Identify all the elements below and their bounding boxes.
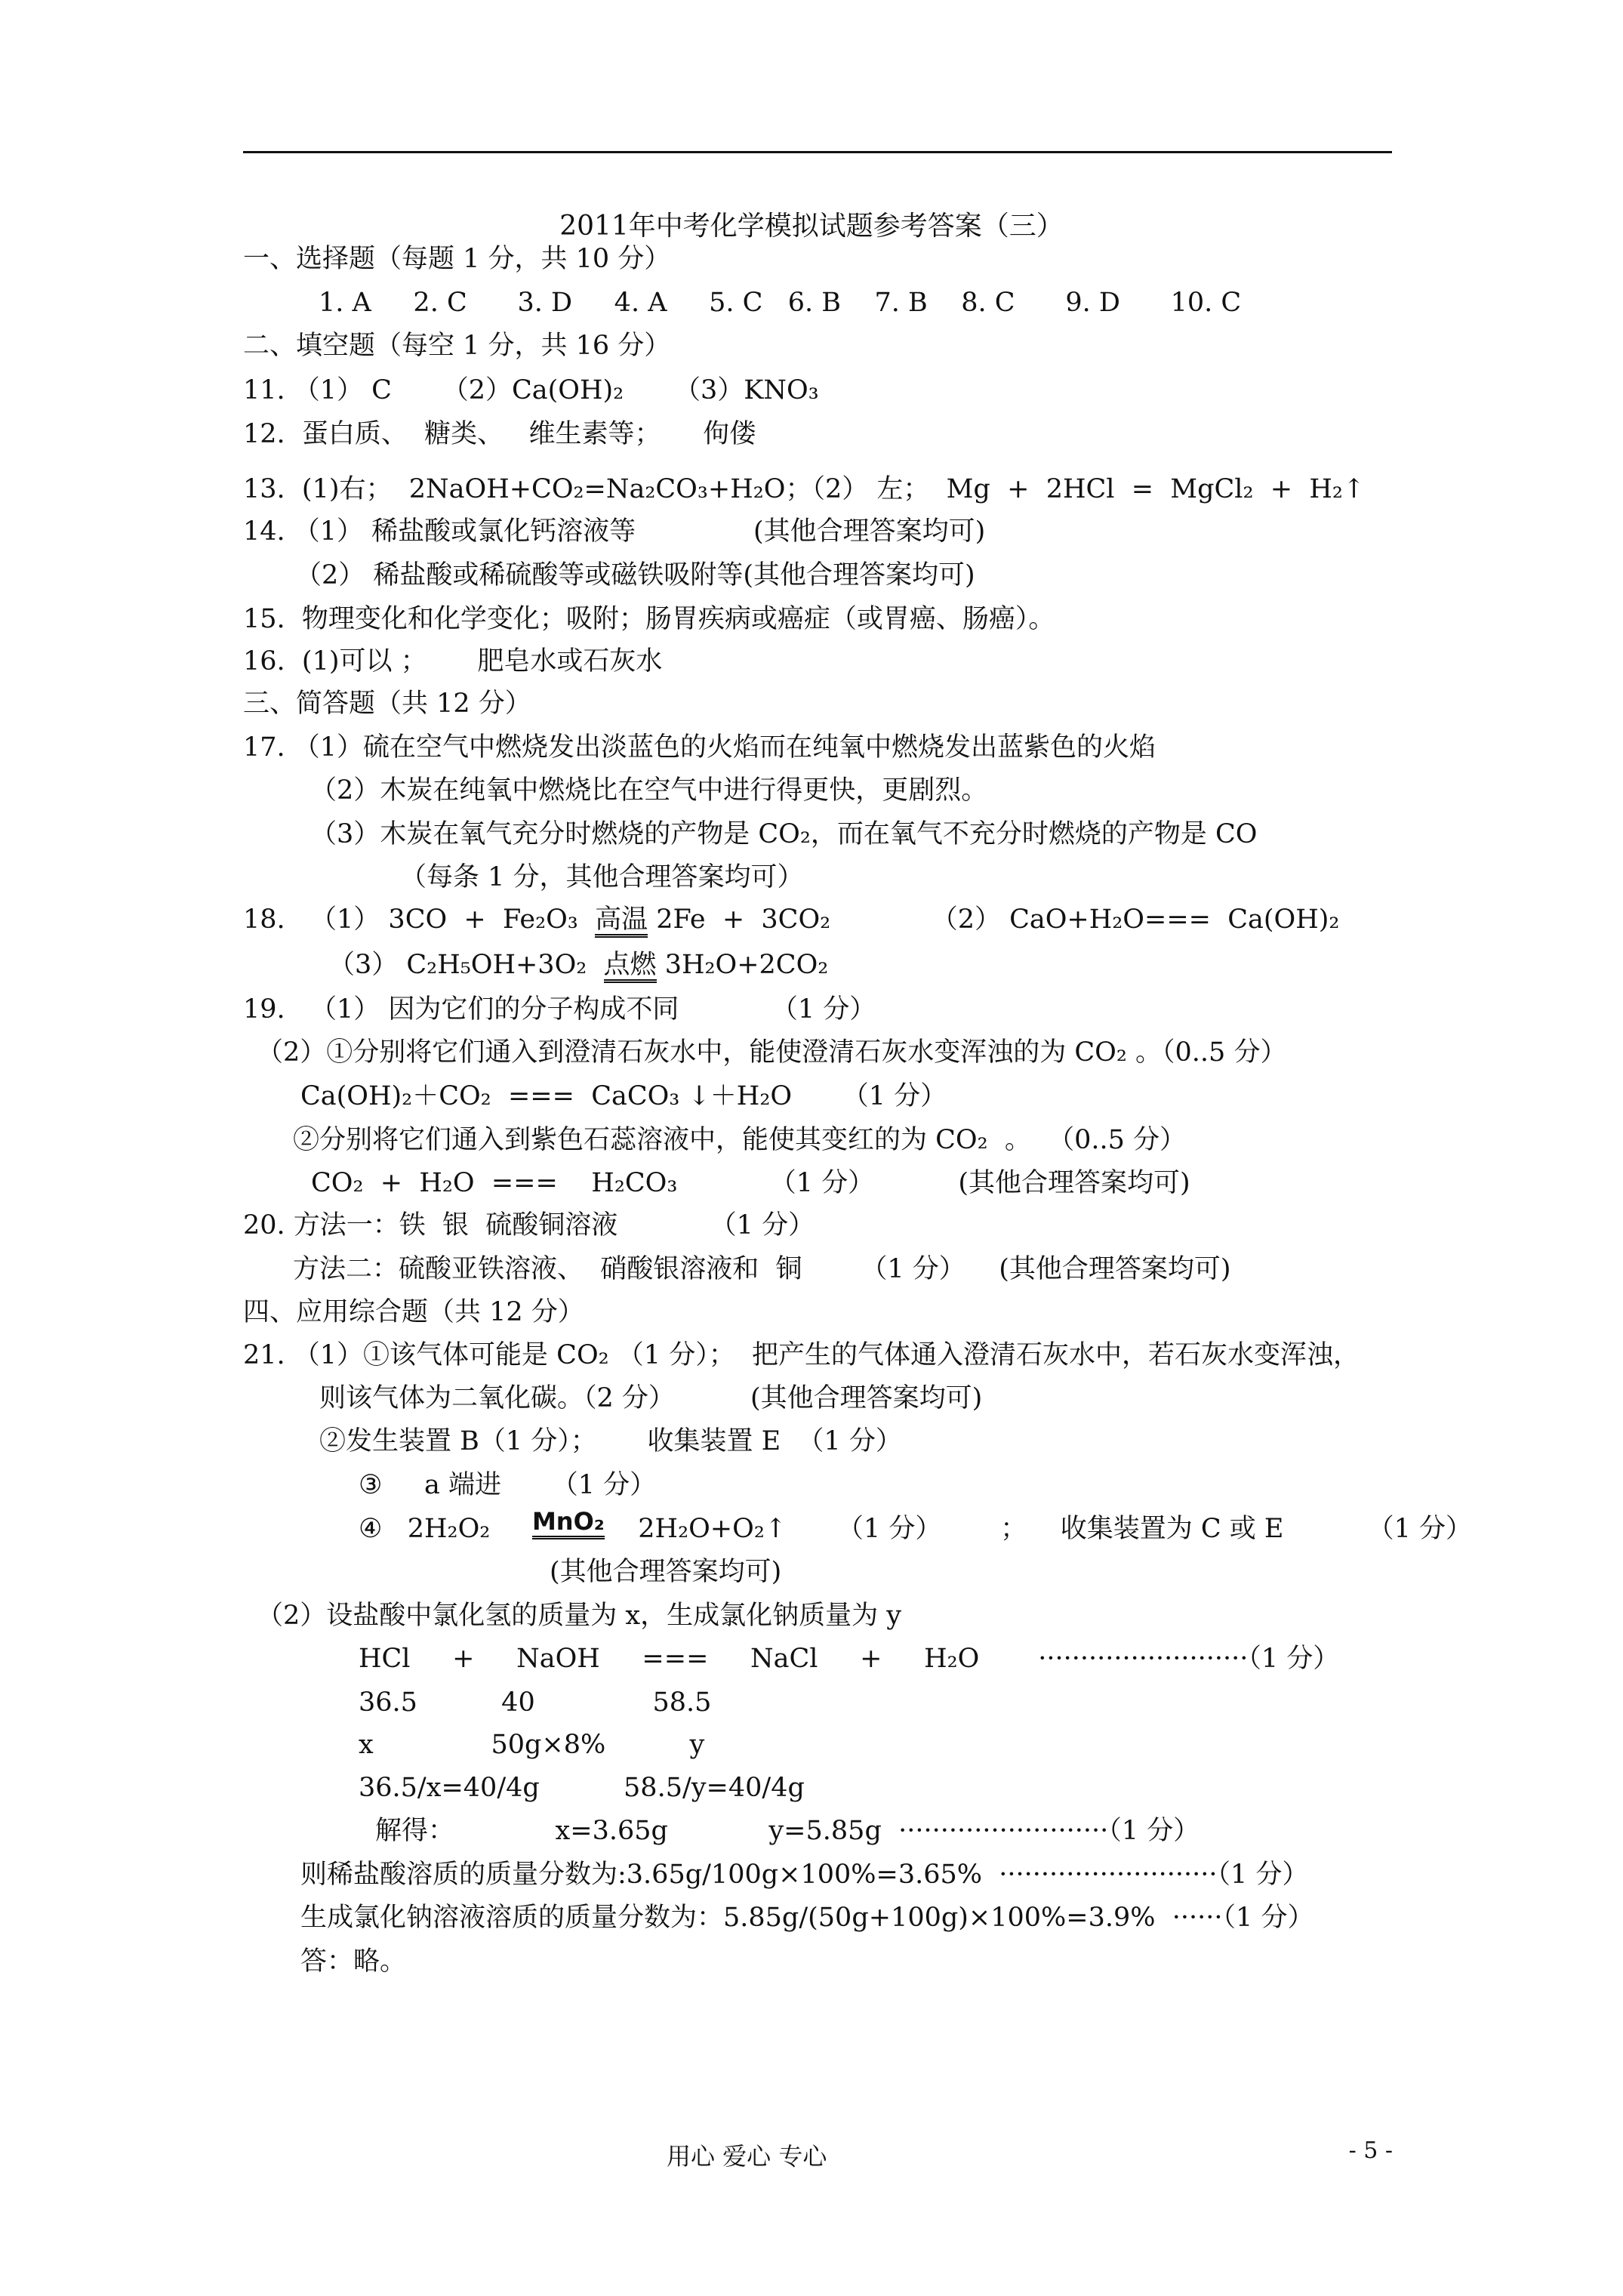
header-rule	[243, 151, 1392, 153]
answer-line: （2）①分别将它们通入到澄清石灰水中，能使澄清石灰水变浑浊的为 CO₂ 。（0..5 分）	[257, 1037, 1287, 1068]
answer-line: 21. （1）①该气体可能是 CO₂ （1 分）； 把产生的气体通入澄清石灰水中，若石灰水变浑浊，	[243, 1340, 1360, 1370]
answer-line: 20. 方法一：铁 银 硫酸铜溶液 （1 分）	[243, 1210, 815, 1240]
answer-line: CO₂ + H₂O === H₂CO₃ （1 分） (其他合理答案均可)	[311, 1168, 1190, 1198]
section-heading: 二、填空题（每空 1 分，共 16 分）	[243, 331, 671, 361]
section-heading: 一、选择题（每题 1 分，共 10 分）	[243, 244, 671, 274]
answer-line: ②分别将它们通入到紫色石蕊溶液中，能使其变红的为 CO₂ 。 （0..5 分）	[293, 1125, 1187, 1155]
answer-line: 15. 物理变化和化学变化；吸附；肠胃疾病或癌症（或胃癌、肠癌）。	[243, 604, 1055, 634]
answer-line: 答：略。	[300, 1946, 407, 1977]
answer-line: 36.5/x=40/4g 58.5/y=40/4g	[359, 1773, 805, 1803]
equation-text: 3H₂O+2CO₂	[656, 950, 829, 980]
answer-line: x 50g×8% y	[359, 1730, 705, 1760]
answer-line: 方法二：硫酸亚铁溶液、 硝酸银溶液和 铜 （1 分） (其他合理答案均可)	[293, 1254, 1231, 1284]
answer-line: 解得： x=3.65g y=5.85g ·························（1 分）	[375, 1816, 1200, 1846]
answer-line: ②发生装置 B（1 分）； 收集装置 E （1 分）	[319, 1426, 902, 1456]
answer-line: （2）设盐酸中氯化氢的质量为 x，生成氯化钠质量为 y	[257, 1601, 902, 1631]
catalyst-label: MnO₂	[532, 1507, 605, 1539]
answer-line: 19. （1） 因为它们的分子构成不同 （1 分）	[243, 994, 876, 1025]
equation-text: 18. （1） 3CO + Fe₂O₃	[243, 905, 596, 935]
equation-text: ④ 2H₂O₂	[359, 1514, 532, 1544]
answer-line: 则该气体为二氧化碳。（2 分） (其他合理答案均可)	[319, 1383, 983, 1413]
section-heading: 四、应用综合题（共 12 分）	[243, 1297, 584, 1327]
answer-line: 16. (1)可以 ； 肥皂水或石灰水	[243, 646, 663, 676]
answer-line: (其他合理答案均可)	[550, 1557, 782, 1587]
equation-text: 2H₂O+O₂↑ （1 分） ； 收集装置为 C 或 E （1 分）	[604, 1514, 1473, 1544]
answer-line-equation	[243, 903, 1339, 938]
reaction-condition: 点燃	[604, 951, 657, 983]
answer-line: Ca(OH)₂＋CO₂ === CaCO₃ ↓＋H₂O （1 分）	[300, 1081, 947, 1111]
equation-text: 2Fe + 3CO₂ （2） CaO+H₂O=== Ca(OH)₂	[648, 905, 1340, 935]
answer-line: 则稀盐酸溶质的质量分数为:3.65g/100g×100%=3.65% ··························（1 分）	[300, 1860, 1309, 1890]
answer-line: （2）木炭在纯氧中燃烧比在空气中进行得更快，更剧烈。	[310, 775, 988, 806]
page-title: 2011年中考化学模拟试题参考答案（三）	[559, 211, 1064, 242]
answer-line: （3）木炭在氧气充分时燃烧的产物是 CO₂，而在氧气不充分时燃烧的产物是 CO	[310, 819, 1258, 849]
answer-line-equation	[359, 1507, 1473, 1547]
answer-line: （每条 1 分，其他合理答案均可）	[400, 862, 804, 892]
answer-line-equation	[328, 948, 828, 983]
answer-line: 17. （1）硫在空气中燃烧发出淡蓝色的火焰而在纯氧中燃烧发出蓝紫色的火焰	[243, 732, 1156, 763]
answer-line: 11. （1） C （2）Ca(OH)₂ （3）KNO₃	[243, 375, 819, 405]
equation-text: （3） C₂H₅OH+3O₂	[328, 950, 604, 980]
answer-line: 13. (1)右； 2NaOH+CO₂=Na₂CO₃+H₂O；（2） 左； Mg + 2HCl = MgCl₂ + H₂↑	[243, 474, 1366, 504]
section-heading: 三、简答题（共 12 分）	[243, 689, 531, 719]
answer-line: 1. A 2. C 3. D 4. A 5. C 6. B 7. B 8. C 9. D 10. C	[319, 288, 1242, 318]
answer-line: 36.5 40 58.5	[359, 1687, 712, 1718]
footer-motto: 用心 爱心 专心	[667, 2142, 827, 2171]
answer-line: 12. 蛋白质、 糖类、 维生素等； 佝偻	[243, 419, 756, 449]
answer-line: HCl + NaOH === NaCl + H₂O ·························（1 分）	[359, 1644, 1340, 1674]
answer-line: 14. （1） 稀盐酸或氯化钙溶液等 (其他合理答案均可)	[243, 516, 986, 547]
page-number: - 5 -	[1348, 2137, 1393, 2164]
answer-line: ③ a 端进 （1 分）	[359, 1470, 657, 1500]
answer-line: 生成氯化钠溶液溶质的质量分数为：5.85g/(50g+100g)×100%=3.9% ······（1 分）	[300, 1903, 1314, 1933]
reaction-condition: 高温	[595, 905, 648, 938]
answer-line: （2） 稀盐酸或稀硫酸等或磁铁吸附等(其他合理答案均可)	[295, 560, 975, 590]
